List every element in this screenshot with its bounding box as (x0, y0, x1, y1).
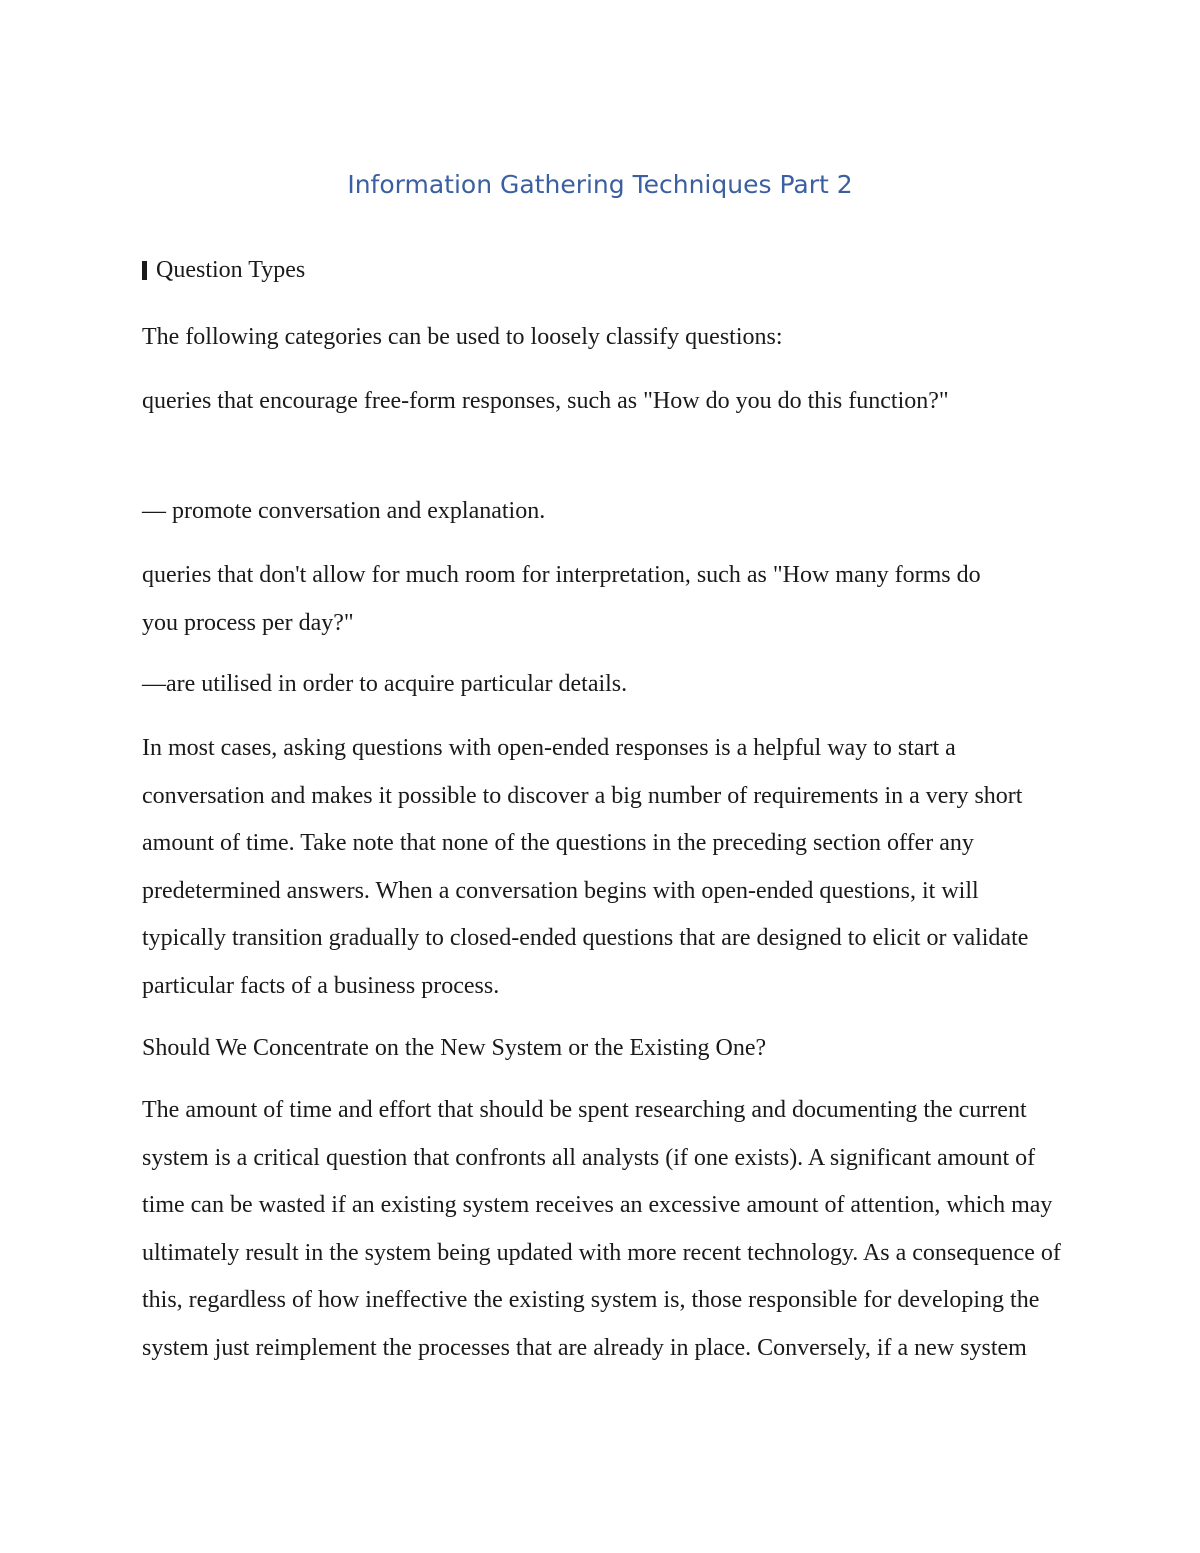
section-heading (142, 247, 1067, 295)
bullet-icon (142, 261, 147, 280)
paragraph-closed-queries: queries that don't allow for much room for interpretation, such as "How many forms do you process per day?" (142, 562, 981, 636)
paragraph-intro: The following categories can be used to loosely classify questions: (142, 324, 783, 350)
paragraph-closed-purpose: —are utilised in order to acquire particular details. (142, 671, 628, 697)
paragraph-open-purpose: — promote conversation and explanation. (142, 498, 546, 524)
paragraph-open-ended-explanation: In most cases, asking questions with open-ended responses is a helpful way to start a conversation and makes it possible to discover a big number of requirements in a very short amount of time. Take note that none of the questions in the preceding section offer any predetermined answers. When a conversation begins with open-ended questions, it will typically transition gradually to closed-ended questions that are designed to elicit or validate particular facts of a business process. (142, 735, 1029, 999)
paragraph-existing-system: The amount of time and effort that should be spent researching and documenting the current system is a critical question that confronts all analysts (if one exists). A significant amount of time can be wasted if an existing system receives an excessive amount of attention, which may ultimately result in the system being updated with more recent technology. As a consequence of this, regardless of how ineffective the existing system is, those responsible for developing the system just reimplement the processes that are already in place. Conversely, if a new system (142, 1097, 1061, 1361)
section-heading-text: Question Types (156, 257, 306, 283)
document-title: Information Gathering Techniques Part 2 (347, 170, 853, 199)
paragraph-open-queries: queries that encourage free-form responses, such as "How do you do this function?" (142, 388, 949, 414)
subheading-new-vs-existing: Should We Concentrate on the New System or the Existing One? (142, 1035, 767, 1061)
